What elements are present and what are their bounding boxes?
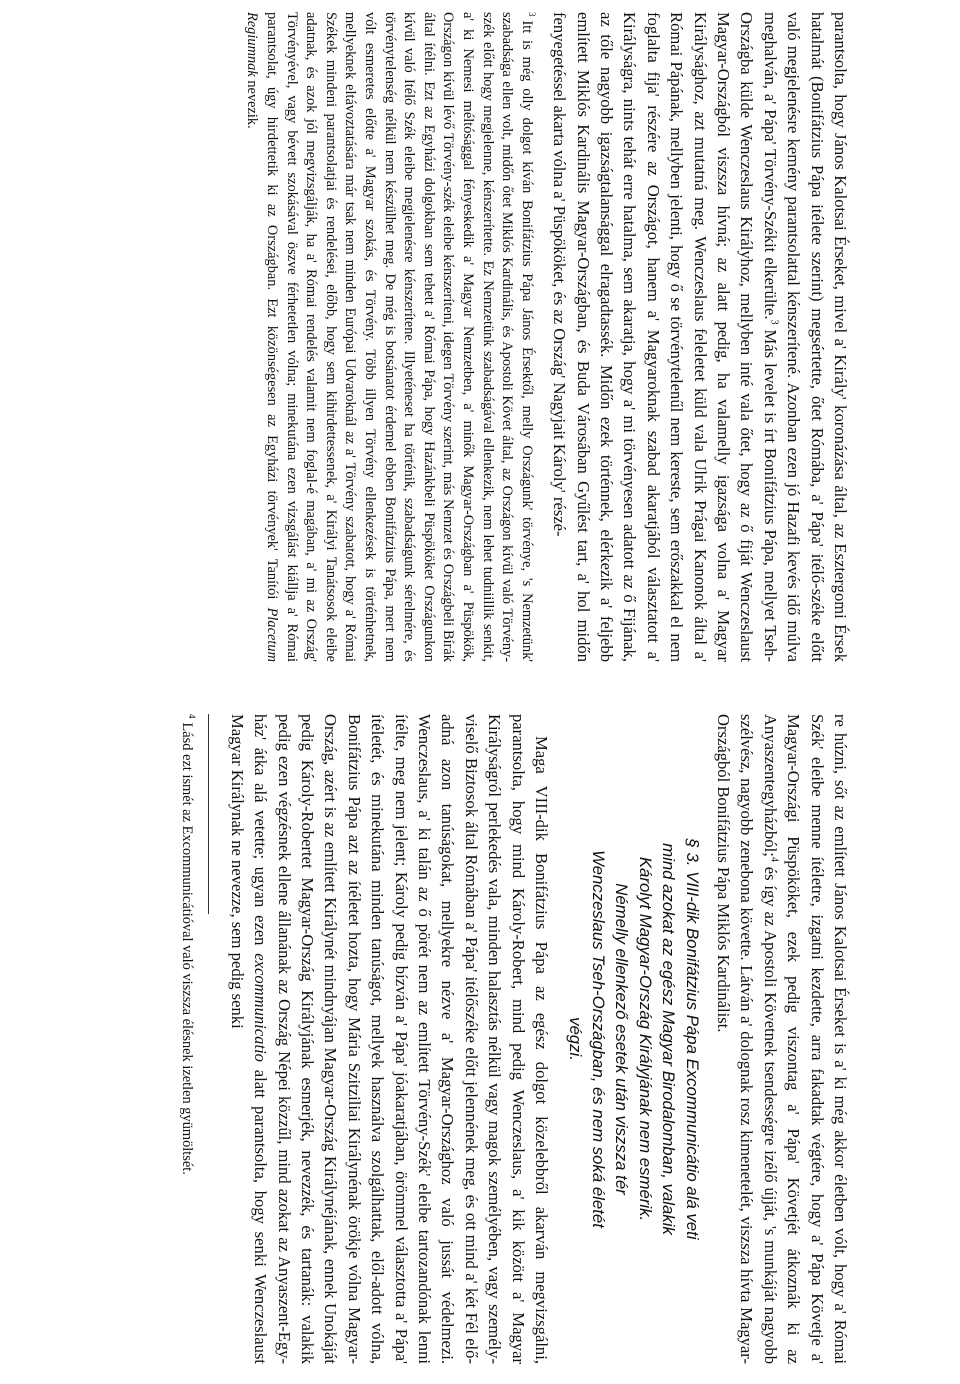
left-main-text [548, 12, 852, 662]
footnote-4-marker: 4 [187, 714, 198, 719]
footnote-3: $^3$Itt is még olly dolgot kíván Bonifátzius Pápa János Érsektől, melly Országunk' törvénye, 's Nemzetünk' szabadsága ellen volt, midőn őtet Miklós Kardinális, és Apostoli Követ által, az Országon kívül való Törvény-szék előtt hogy megjelenne, kénszerítette. Ez Nemzetünk szabadságával ellenkezik, nem lehet tudniillik senkit, a' ki Nemesi méltósággal fényeskedik a' Magyar Nemzetben, a' minők Magyar-Országban a' Püspökök, Országon kívül lévő Törvény-szék eleibe kénszeríteni, idegen Törvény szerint, más Nemzet és Országbeli Bírák által ítélni. Ezt az Egyházi dolgokban sem tehett a' Római Pápa, hogy Hazánkbeli Püspököket Országunkon kívül való Itélő Szék eleibe megjelenésre kénszerítene. Illyeténeset ha történik, szabadságunk sérelmére, és törvénytelenség nélkül nem készülhet meg. De még is botsánatot érdemel ebben Bonifátzius Pápa, mert nem vólt esmeretes előtte a' Magyar szokás, és Törvény. Több illyen Törvény ellenkezések is történhetnek, mellyeknek eltávoztatására már tsak nem minden Európai Udvaroknál az a' Törvény szabatott, hogy a' Római Székek mindeni parantsolatjai és rendelései, előbb, hogy sem kihirdettessenek, a' Királyi Tanátsosok eleibe adatnak, és azok jól megvizsgálják, ha a' Római rendelés valamit nem foglal-é magában, a' mi az Ország' Törvényével, vagy bévett szokásával öszve férhetetlen vólna; minekutána ezen vizsgálást kiállja a' Római parantsolat, úgy hirdettetik ki az Országban. Ezt közönségesen az Egyházi törvények' Tanítói Placetum Regiumnak nevezik. [244, 12, 537, 662]
footnote-3-marker: 3 [526, 12, 537, 17]
section-heading-line: mind azokat az egész Magyar Birodalomban, valakik [659, 843, 679, 1235]
footnote-divider [208, 714, 209, 914]
section-heading [563, 714, 703, 1364]
left-paragraph: parantsolta, hogy János Kalotsai Érseket, mivel a' Király' koronázása által, az Esztergomi Érsek hatalmát (Bonifátzius Pápa itélete szerint) megsértette, őtet Rómába, a' Pápa' itélő-széke előtt való megjelenésre kemény parantsolattal kénszerítené. Azonban ezen jó Hazafi kevés idő múlva meghalván, a' Pápa' Törvény-Székit elkerülte.$^3$ Más levelet is írt Bonifátzius Pápa, mellyet Tseh-Országba külde Wenczeslaus Királyhoz, mellyben inté vala őtet, hogy az ő fiját Wenczeslaust Magyar-Országból viszsza hívná; az alatt pedig, ha valamelly igazsága volna a' Magyar Királysághoz, azt mutatná meg. Wenczeslaus feleletet küld vala Ulrik Prágai Kanonok által a' Római Pápának, mellyben jelenti, hogy ő se törvénytelenűl nem kereste, sem erőszakkal el nem foglalta fija' részére az Országot, hanem a' Magyaroknak szabad akaratjából választatott a' Királyságra, nints tehát erre hatalma, sem akaratja, hogy a' mi törvényesen adatott az ő Fijának, az tőle nagyobb igazságtalansággal elragadtassék. Midőn ezek történnek, elérkezik a' feljebb említett Miklós Kardinális Magyar-Országban, és Buda Városában Gyűlést tart, a' hol midőn fenyegetéssel akarta vólna a' Püspököket, és az Ország' Nagyjait Károly' részé- [550, 12, 850, 662]
right-page [52, 714, 852, 1364]
footnote-ref-4[interactable]: 4 [768, 856, 780, 862]
section-heading-line: Wenczeslaus Tseh-Országban, és nem soká életét [588, 850, 608, 1228]
section-heading-line: végzi. [565, 1017, 585, 1061]
section-heading-line: § 3. VIII-dik Bonifátzius Pápa Excommunicátio alá veti [682, 838, 702, 1240]
left-page [52, 12, 852, 662]
footnote-4: $^4$Lásd ezt ismét az Excommunicátióval való viszsza élésnek izetlen gyümöltsét. [179, 714, 198, 1175]
section-heading-line: Károlyt Magyar-Ország Királyjának nem esmérik. [635, 856, 655, 1222]
right-section-text: Maga VIII-dik Bonifátzius Pápa az egész dolgot közelebbről akarván megvizsgálni, parantsolta, hogy mind Károly-Robert, mind pedig Wenczeslaus, a' kik között a' Magyar Királyságról perlekedés vala, minden halasztás nélkül vagy magok személyében, vagy személy-viselő Biztosok által Rómában a' Pápa' itélőszéke előtt jelennének meg, és ott mind a' két Fél elő-adná azon tanúságokat, mellyekre nézve a' Magyar-Országhoz való jussát védelmezi. Wenczeslaus, a' ki talán az ő pörét nem az említett Törvény-Szék' eleibe tartozandónak lenni ítélte, meg nem jelent; Károly pedig bízván a' Pápa' jóakaratjában, örömmel választotta a' Pápa' ítéletét, és minekutána minden tanúságot, mellyek használva szolgálhattak, elől-adott vólna, Bonifátzius Pápa azt az ítéletet hozta, hogy Mária Szitziliai Királynénak örökje vólna Magyar-Ország, azért is az említett Királynét mindnyájan Magyar-Ország Királynéjának, ennek Unokáját pedig Károly-Robertet Magyar-Ország Királyjának esmerjék, nevezzék, és tartanák: valakik pedig ezen végzésnek ellene állanának az Ország Népei közzűl, mind azokat az Anyaszent-Egy-ház' átka alá vetette; ugyan ezen excommunicatio alatt parantsolta, hogy senki Wenczeslaust Magyar Királynak ne nevezze, sem pedig senki [227, 714, 552, 1364]
footnote-ref-3[interactable]: 3 [768, 319, 780, 325]
right-opening-text: re húzni, sőt az említett János Kalotsai Érseket is a' ki még akkor életben vólt, hogy a' Római Szék' eleibe menne ítéletre, izgatni kezdette, arra fakadtak végtére, hogy a' Pápa Követje a' Magyar-Országi Püspököket, ezek pedig viszontag a' Pápa' Követjét átkoznák ki az Anyaszentegyházból;$^4$ és így az Apostoli Követnek tsendességre izélő újját, 's munkáját nagyobb szélvész, nagyobb zenebona követte. Látván a' dolognak rosz kimenetelét, viszsza hívta Magyar-Országból Bonifátzius Pápa Miklós Kardinálist. [713, 714, 850, 1364]
section-heading-line: Némelly ellenkező esetek után viszsza tér [612, 883, 632, 1195]
